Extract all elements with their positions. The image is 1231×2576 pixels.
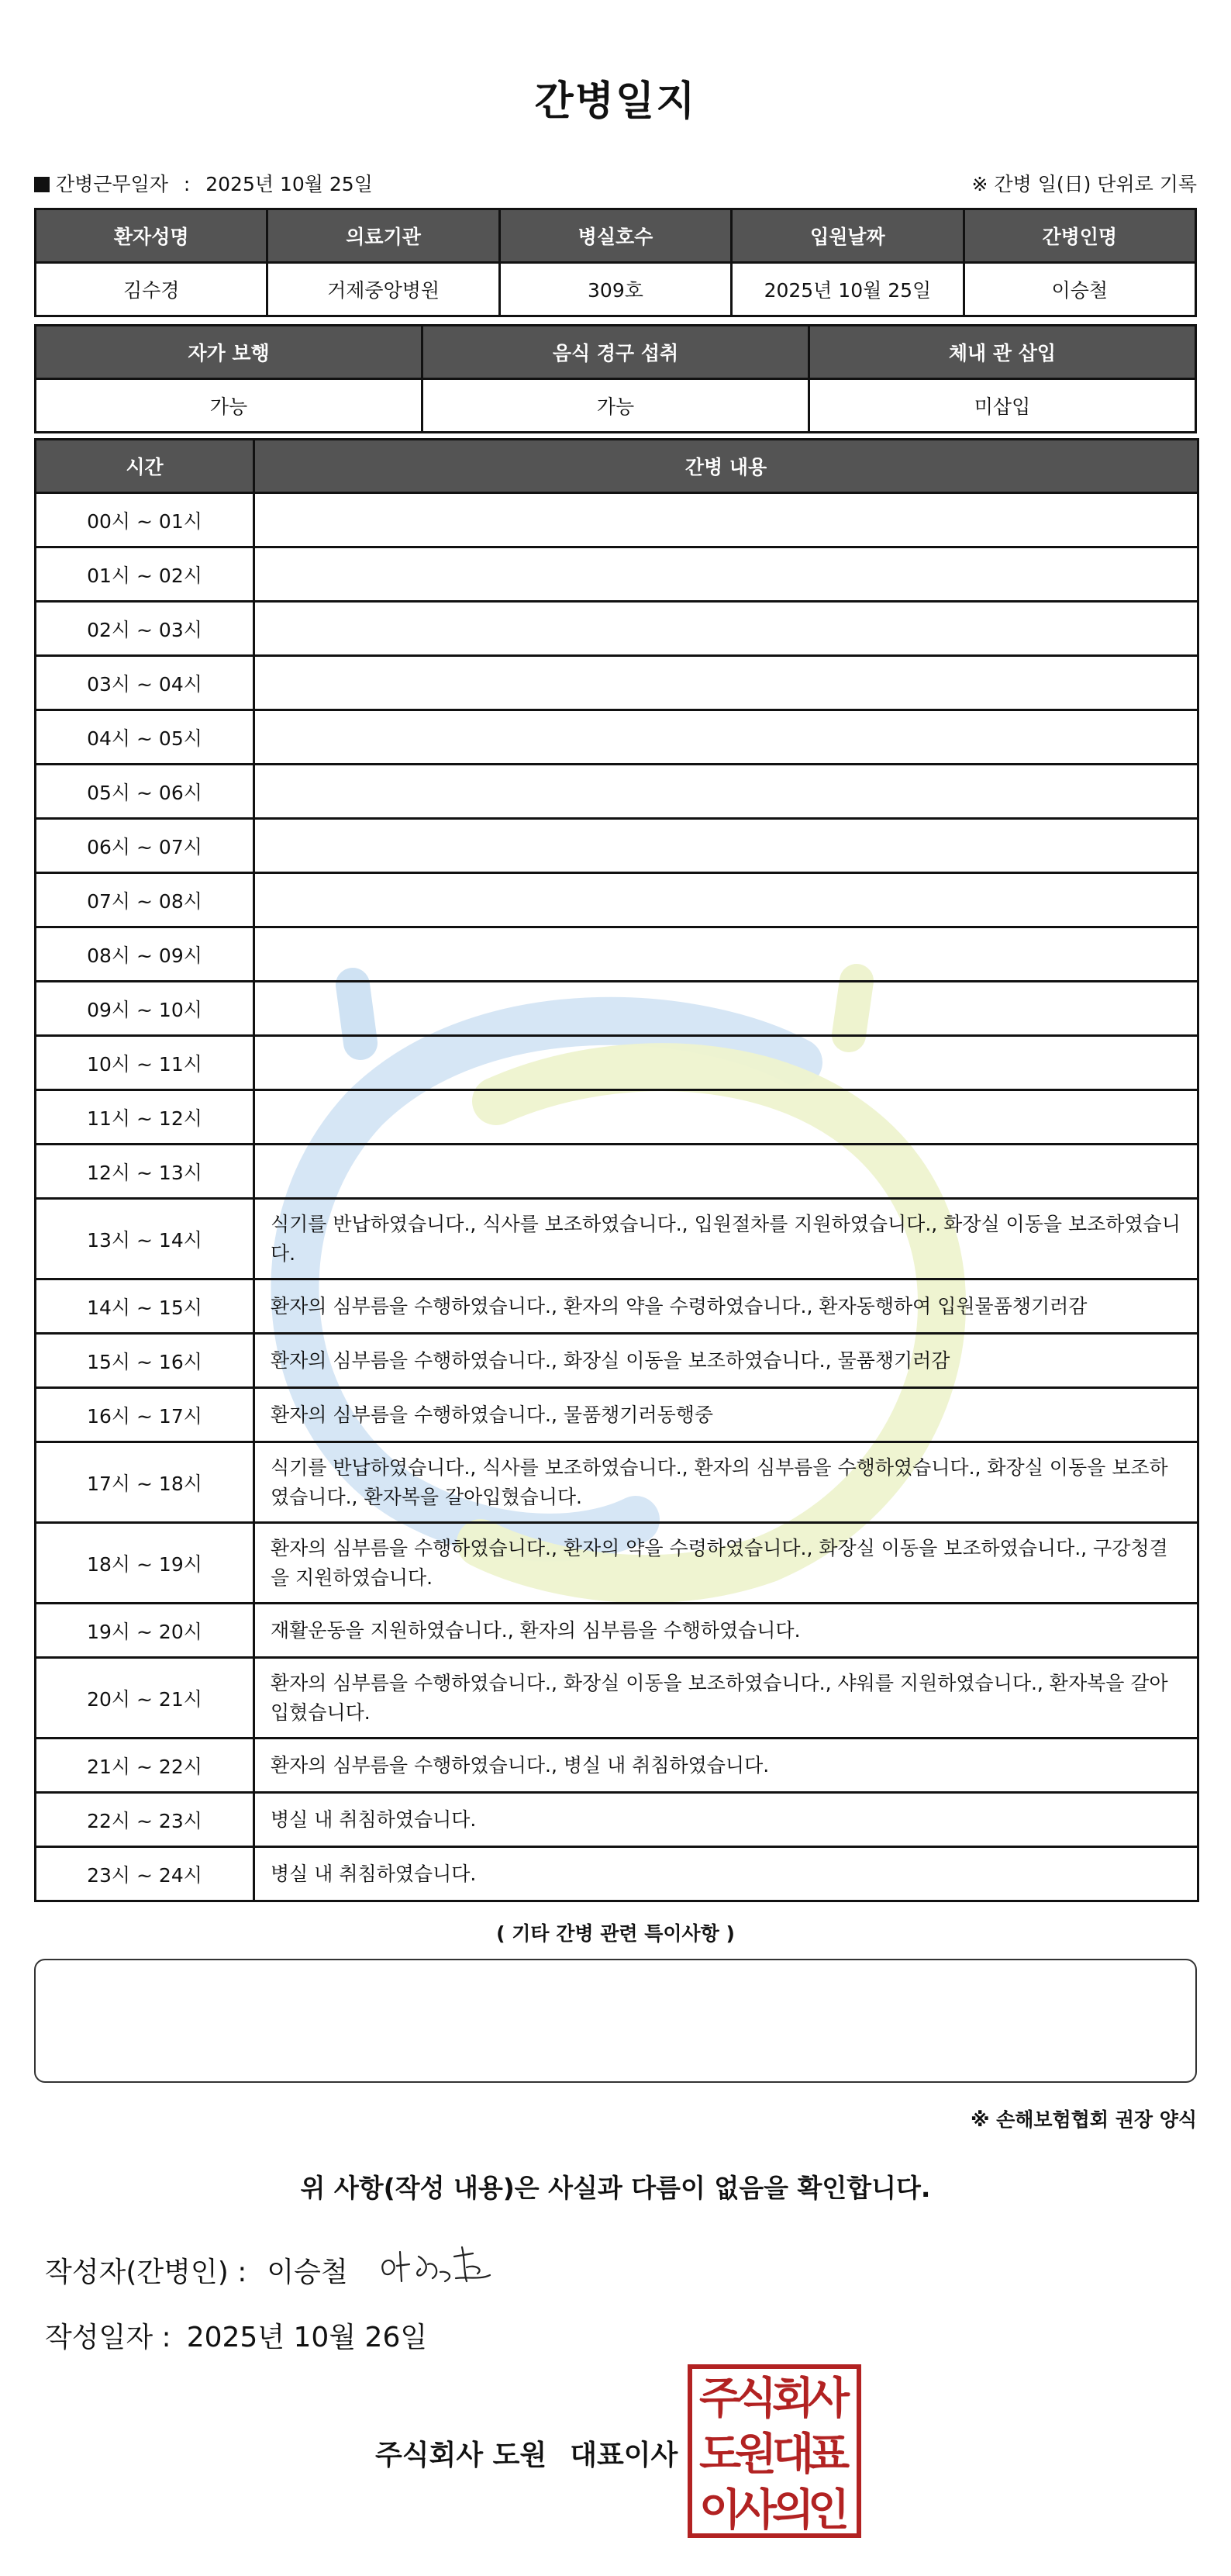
log-row	[36, 982, 1198, 1036]
log-content	[254, 1036, 1198, 1090]
header-caregiver-name: 간병인명	[964, 209, 1195, 263]
company-seal-stamp	[687, 2364, 862, 2539]
unit-note: ※ 간병 일(日) 단위로 기록	[971, 173, 1197, 195]
patient-info-table	[34, 208, 1197, 317]
log-time: 16시 ~ 17시	[36, 1388, 254, 1442]
log-content	[254, 982, 1198, 1036]
company-line	[375, 2433, 678, 2473]
log-row	[36, 1145, 1198, 1199]
header-patient-name: 환자성명	[36, 209, 267, 263]
log-row	[36, 1847, 1198, 1901]
write-date-label: 작성일자 :	[45, 2322, 171, 2353]
log-time: 17시 ~ 18시	[36, 1442, 254, 1523]
svg-text:원: 원	[734, 2429, 778, 2480]
svg-text:의: 의	[771, 2485, 815, 2536]
svg-text:도: 도	[698, 2429, 742, 2480]
page-title: 간병일지	[534, 78, 697, 125]
log-content: 병실 내 취침하였습니다.	[254, 1847, 1198, 1901]
work-date-sep: :	[183, 173, 191, 195]
log-row	[36, 1442, 1198, 1523]
log-time: 05시 ~ 06시	[36, 765, 254, 819]
log-row	[36, 1658, 1198, 1739]
log-content: 병실 내 취침하였습니다.	[254, 1793, 1198, 1847]
log-content	[254, 819, 1198, 873]
header-care-content: 간병 내용	[254, 440, 1198, 493]
meta-row	[34, 169, 1197, 197]
log-time: 22시 ~ 23시	[36, 1793, 254, 1847]
admission-date: 2025년 10월 25일	[732, 263, 964, 316]
log-time: 02시 ~ 03시	[36, 602, 254, 656]
writer-label: 작성자(간병인) :	[45, 2257, 247, 2288]
log-time: 21시 ~ 22시	[36, 1739, 254, 1793]
log-time: 14시 ~ 15시	[36, 1279, 254, 1334]
writer-line	[45, 2250, 348, 2290]
log-content: 식기를 반납하였습니다., 식사를 보조하였습니다., 환자의 심부름을 수행하였습니다., 화장실 이동을 보조하였습니다., 환자복을 갈아입혔습니다.	[254, 1442, 1198, 1523]
log-time: 03시 ~ 04시	[36, 656, 254, 710]
log-row	[36, 1523, 1198, 1604]
log-time: 13시 ~ 14시	[36, 1199, 254, 1279]
notes-title: ( 기타 간병 관련 특이사항 )	[496, 1922, 735, 1945]
log-time: 06시 ~ 07시	[36, 819, 254, 873]
log-row	[36, 1090, 1198, 1145]
special-notes-box	[34, 1959, 1197, 2083]
log-time: 11시 ~ 12시	[36, 1090, 254, 1145]
svg-text:사: 사	[807, 2374, 850, 2424]
svg-text:사: 사	[734, 2485, 778, 2536]
log-content	[254, 1090, 1198, 1145]
square-bullet-icon	[34, 177, 50, 192]
svg-text:회: 회	[771, 2374, 815, 2424]
log-row	[36, 1739, 1198, 1793]
svg-text:식: 식	[734, 2374, 778, 2424]
write-date-line	[45, 2315, 427, 2355]
handwritten-signature	[374, 2233, 513, 2297]
log-content	[254, 656, 1198, 710]
log-content: 환자의 심부름을 수행하였습니다., 병실 내 취침하였습니다.	[254, 1739, 1198, 1793]
log-time: 09시 ~ 10시	[36, 982, 254, 1036]
log-time: 12시 ~ 13시	[36, 1145, 254, 1199]
svg-text:표: 표	[807, 2429, 850, 2480]
log-time: 04시 ~ 05시	[36, 710, 254, 765]
log-time: 18시 ~ 19시	[36, 1523, 254, 1604]
log-time: 08시 ~ 09시	[36, 927, 254, 982]
svg-text:대: 대	[771, 2429, 815, 2480]
header-time: 시간	[36, 440, 254, 493]
svg-text:주: 주	[698, 2374, 742, 2424]
svg-text:인: 인	[807, 2485, 850, 2536]
log-time: 15시 ~ 16시	[36, 1334, 254, 1388]
log-row	[36, 493, 1198, 547]
header-admission-date: 입원날짜	[732, 209, 964, 263]
log-row	[36, 873, 1198, 927]
log-content	[254, 602, 1198, 656]
patient-name: 김수경	[36, 263, 267, 316]
log-content: 환자의 심부름을 수행하였습니다., 환자의 약을 수령하였습니다., 환자동행하여 입원물품챙기러감	[254, 1279, 1198, 1334]
header-oral-intake: 음식 경구 섭취	[422, 326, 809, 379]
log-row	[36, 1036, 1198, 1090]
log-content: 환자의 심부름을 수행하였습니다., 물품챙기러동행중	[254, 1388, 1198, 1442]
tube-insertion-value: 미삽입	[809, 379, 1196, 433]
company-name: 주식회사 도원	[375, 2440, 547, 2471]
log-time: 20시 ~ 21시	[36, 1658, 254, 1739]
log-content	[254, 547, 1198, 602]
header-hospital: 의료기관	[267, 209, 499, 263]
log-content: 환자의 심부름을 수행하였습니다., 환자의 약을 수령하였습니다., 화장실 이동을 보조하였습니다., 구강청결을 지원하였습니다.	[254, 1523, 1198, 1604]
log-row	[36, 927, 1198, 982]
log-row	[36, 1793, 1198, 1847]
recommend-note: ※ 손해보험협회 권장 양식	[971, 2108, 1197, 2131]
log-time: 07시 ~ 08시	[36, 873, 254, 927]
log-content: 식기를 반납하였습니다., 식사를 보조하였습니다., 입원절차를 지원하였습니다., 화장실 이동을 보조하였습니다.	[254, 1199, 1198, 1279]
log-content: 환자의 심부름을 수행하였습니다., 화장실 이동을 보조하였습니다., 물품챙기러감	[254, 1334, 1198, 1388]
log-time: 00시 ~ 01시	[36, 493, 254, 547]
caregiver-name: 이승철	[964, 263, 1195, 316]
log-time: 23시 ~ 24시	[36, 1847, 254, 1901]
patient-status-table	[34, 324, 1197, 433]
log-content	[254, 765, 1198, 819]
work-date-label: 간병근무일자	[56, 173, 168, 195]
log-row	[36, 1334, 1198, 1388]
log-row	[36, 547, 1198, 602]
room-number: 309호	[499, 263, 731, 316]
log-content	[254, 493, 1198, 547]
log-row	[36, 765, 1198, 819]
log-time: 19시 ~ 20시	[36, 1604, 254, 1658]
log-row	[36, 602, 1198, 656]
care-log-table	[34, 438, 1199, 1902]
header-self-walking: 자가 보행	[36, 326, 422, 379]
work-date-value: 2025년 10월 25일	[205, 173, 373, 195]
log-row	[36, 1279, 1198, 1334]
log-row	[36, 656, 1198, 710]
write-date-value: 2025년 10월 26일	[186, 2322, 428, 2353]
log-content: 환자의 심부름을 수행하였습니다., 화장실 이동을 보조하였습니다., 샤워를 지원하였습니다., 환자복을 갈아입혔습니다.	[254, 1658, 1198, 1739]
svg-text:이: 이	[698, 2485, 742, 2536]
log-row	[36, 1199, 1198, 1279]
header-room: 병실호수	[499, 209, 731, 263]
log-content	[254, 873, 1198, 927]
company-rep: 대표이사	[570, 2440, 678, 2471]
log-row	[36, 710, 1198, 765]
log-row	[36, 819, 1198, 873]
writer-name: 이승철	[267, 2257, 348, 2288]
log-time: 01시 ~ 02시	[36, 547, 254, 602]
log-content	[254, 710, 1198, 765]
work-date	[34, 169, 373, 197]
log-time: 10시 ~ 11시	[36, 1036, 254, 1090]
log-content	[254, 927, 1198, 982]
log-row	[36, 1388, 1198, 1442]
hospital-name: 거제중앙병원	[267, 263, 499, 316]
log-content	[254, 1145, 1198, 1199]
log-row	[36, 1604, 1198, 1658]
confirmation-statement: 위 사항(작성 내용)은 사실과 다름이 없음을 확인합니다.	[300, 2173, 931, 2203]
oral-intake-value: 가능	[422, 379, 809, 433]
header-tube-insertion: 체내 관 삽입	[809, 326, 1196, 379]
log-content: 재활운동을 지원하였습니다., 환자의 심부름을 수행하였습니다.	[254, 1604, 1198, 1658]
self-walking-value: 가능	[36, 379, 422, 433]
